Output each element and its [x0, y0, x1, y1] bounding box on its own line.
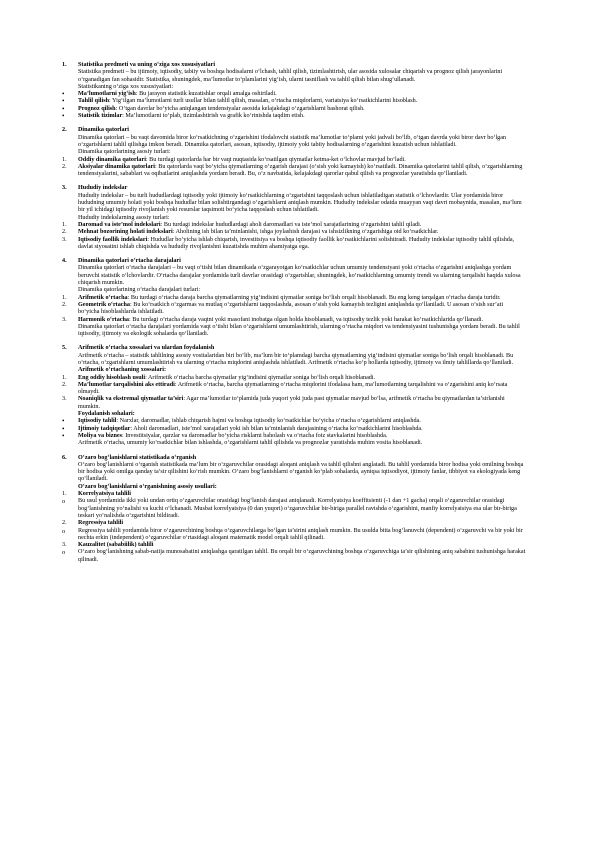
- term-description: : Hududlar bo‘yicha ishlab chiqarish, investitsiya va boshqa iqtisodiy faollik ko‘rsatkichlarini solishtiradi. Hududiy indekslar iqtisodiy tahlil qilishda, davlat siyosatini ishlab chiqishda va hududiy rivojlanishni kuzatishda muhim ahamiyatga ega.: [78, 236, 515, 250]
- list-number: 2.: [62, 229, 67, 236]
- term-description: : Bu turdagi o‘rtacha daraja vaqtni yoki masofani inobatga olgan holda hisoblanadi, va iqtisodiy tezlik yoki harakat ko‘rsatkichlarida qo‘llanadi.: [129, 316, 484, 323]
- list-number: 3.: [62, 316, 67, 323]
- circle-bullet-icon: o: [62, 527, 66, 535]
- list-number: 2.: [62, 381, 67, 388]
- list-number: 1.: [62, 294, 67, 301]
- section-title: Statistika predmeti va uning o‘ziga xos xususiyatlari: [78, 62, 216, 68]
- term-description: : Bu qatorlarda vaqt bo‘yicha qiymatlarning o‘zgarish darajasi (o‘sish yoki kamayish) ko‘rsatiladi. Dinamika qatorlarini tahlil qilish, o‘zgarishlarning tendensiyalarini, sabablari va oqibatlarini aniqlashda yordam beradi. Bu, o‘z navbatida, kelajakdagi qarorlar qabul qilish va prognozlar yaratishda qo‘llaniladi.: [78, 163, 523, 178]
- term-description: : Narxlar, daromadlar, ishlab chiqarish hajmi va boshqa iqtisodiy ko‘rsatkichlar bo‘yicha o‘rtacha o‘zgarishlarni aniqlashda.: [116, 418, 421, 425]
- list-number: 2.: [62, 301, 67, 308]
- bullet-icon: •: [62, 104, 65, 113]
- term: Eng oddiy hisoblash usuli: [78, 374, 146, 381]
- list-number: 3.: [62, 396, 67, 403]
- term: Ijtimoiy tadqiqotlar: [78, 425, 131, 432]
- term-description: : O‘tgan davrlar bo‘yicha aniqlangan tendensiyalar asosida kelajakdagi o‘zgarishlarni bashorat qilish.: [115, 105, 365, 112]
- paragraph: O‘zaro bog‘lanishlarni o‘rganish statistikada ma’lum bir o‘zgaruvchilar orasidagi aloqani aniqlash va tahlil qilishni anglatadi. Bu tahlil yordamida biror hodisa yoki omilning boshqa bir hodisa yoki omilga qanday ta’sir qilishini ko‘rish mumkin. O‘zaro bog‘lanishlarni o‘rganish ko‘plab sohalarda, ayniqsa iqtisodiyot, ijtimoiy fanlar, tibbiyot va ekologiyada keng qo‘llaniladi.: [78, 461, 524, 483]
- paragraph: Statistika predmeti – bu ijtimoiy, iqtisodiy, tabiiy va boshqa hodisalarni o‘lchash, tahlil qilish, tizimlashtirish, ular asosida xulosalar chiqarish va prognoz qilish jarayonlarini o‘rganadigan fan sohasidir. Statistika, shuningdek, ma’lumotlar to‘plamlarini yig‘ish, ularni tasniflash va tahlil qilish bilan shug‘ullanadi.: [78, 69, 503, 83]
- paragraph: Statistikaning o‘ziga xos xususiyatlari:: [78, 83, 174, 90]
- section-number: 2.: [62, 127, 67, 134]
- section-number: 4.: [62, 258, 67, 265]
- term-description: : Bu turdagi o‘rtacha daraja barcha qiymatlarning yig‘indisini qiymatlar soniga bo‘lish orqali hisoblanadi. Bu eng keng tarqalgan o‘rtacha daraja turidir.: [127, 294, 501, 301]
- section-6: [62, 455, 526, 564]
- term-description: : Ma’lumotlarni to‘plab, tizimlashtirish va grafik ko‘rinishda taqdim etish.: [122, 113, 305, 120]
- section-title: Dinamika qatorlari: [78, 127, 130, 134]
- term-description: : Bu ko‘rsatkich o‘zgarmas va mutlaq o‘zgarishlarni taqqoslashda, asosan o‘sish yoki kamayish tezligini aniqlashda qo‘llaniladi. U asosan o‘sish sur’ati bo‘yicha hisoblashlarda ishlatiladi.: [78, 301, 504, 316]
- subsection-title: Kauzalitet (sababiilik) tahlili: [78, 542, 154, 549]
- section-2: [62, 127, 526, 178]
- paragraph: Dinamika qatorlarining asosiy turlari:: [78, 149, 171, 156]
- list-number: 1.: [62, 491, 67, 498]
- term: Tahlil qilish: [78, 98, 110, 105]
- term-description: : Bu turdagi qatorlarda har bir vaqt nuqtasida ko‘rsatilgan qiymatlar ketma-ket o‘lchovlar mavjud bo‘ladi.: [145, 156, 406, 163]
- section-title: Dinamika qatorlari o‘rtacha darajalari: [78, 258, 181, 265]
- circle-bullet-icon: o: [62, 498, 66, 506]
- list-number: 3.: [62, 542, 67, 549]
- term: Mehnat bozorining holati indekslari: [78, 229, 173, 236]
- term-description: : Yig‘ilgan ma’lumotlarni turli usullar bilan tahlil qilish, masalan, o‘rtacha miqdorlarni, variatsiya ko‘rsatkichlarini hisoblash.: [109, 98, 418, 105]
- section-4: [62, 258, 526, 338]
- list-number: 1.: [62, 374, 67, 381]
- list-number: 2.: [62, 163, 67, 170]
- bullet-icon: •: [62, 424, 65, 433]
- subsection-title: Regressiya tahlili: [78, 520, 124, 527]
- paragraph: Arifmetik o‘rtacha, umumiy ko‘rsatkichlar bilan ishlashda, o‘zgarishlarni tahlil qilishda va prognozlar yaratishda muhim vosita hisoblanadi.: [78, 440, 423, 447]
- term: Daromad va iste’mol indekslari: [78, 221, 161, 228]
- section-title: Arifmetik o‘rtacha xossalari va ulardan foydalanish: [78, 345, 215, 352]
- section-number: 1.: [62, 62, 67, 68]
- paragraph: Dinamika qatorlari o‘rtacha darajalari – bu vaqt o‘tishi bilan dinamikada o‘zgarayotgan ko‘rsatkichlar uchun umumiy tendensiyani yoki o‘rtacha o‘zgarishni aniqlashga yordam beruvchi statistik o‘lchovlardir. O‘rtacha darajalar yordamida turli davrlar orasidagi o‘zgarishlar, shuningdek, ko‘rsatkichlarning umumiy trendi va ularning tarqalishi haqida xulosa chiqarish mumkin.: [78, 265, 521, 287]
- bullet-icon: •: [62, 112, 65, 121]
- bullet-icon: •: [62, 417, 65, 426]
- term-description: : Arifmetik o‘rtacha barcha qiymatlar yig‘indisini qiymatlar soniga bo‘lish orqali hisoblanadi.: [145, 374, 376, 381]
- list-number: 1.: [62, 156, 67, 163]
- term: Ma’lumotlarni yig‘ish: [78, 91, 136, 98]
- paragraph: Dinamika qatorlari o‘rtacha darajalari yordamida vaqt o‘tishi bilan o‘zgarishlarni umumlashtirish, ularning o‘rtacha miqdori va tendensiyasini tushunishga yordam beradi. Bu tahlil iqtisodiy, ijtimoiy va ekologik sohalarda qo‘llaniladi.: [78, 323, 520, 338]
- section-number: 6.: [62, 454, 67, 461]
- term: Oddiy dinamika qatorlari: [78, 156, 146, 163]
- term: Noaniqlik va ekstremal qiymatlar ta’siri: [78, 396, 184, 403]
- term-description: : Bu turdagi indekslar hududlardagi aholi daromadlari va iste’mol xarajatlarining o‘zgarishini tahlil qiladi.: [160, 221, 422, 228]
- list-number: 2.: [62, 520, 67, 527]
- term: Harmonik o‘rtacha: [78, 316, 129, 323]
- section-3: [62, 185, 526, 251]
- section-number: 5.: [62, 345, 67, 352]
- paragraph: Hududiy indekslar – bu turli hududlardagi iqtisodiy yoki ijtimoiy ko‘rsatkichlarning o‘zgarishini taqqoslash uchun ishlatiladigan statistik o‘lchovlardir. Ular yordamida biror hududning umumiy holati yoki boshqa hududlar bilan solishtirgandagi o‘zgarishlarni aniqlash mumkin. Hududiy indekslar odatda muayyan vaqt davri mobaynida, masalan, ma’lum bir yil ichidagi iqtisodiy rivojlanish yoki resurslar taqsimoti bo‘yicha taqqoslash uchun ishlatiladi.: [78, 192, 522, 214]
- bullet-icon: •: [62, 90, 65, 99]
- paragraph: Bu usul yordamida ikki yoki undan ortiq o‘zgaruvchilar orasidagi bog‘lanish darajasi aniqlanadi. Korrelyatsiya koeffitsienti (-1 dan +1 gacha) orqali o‘zgaruvchilar orasidagi bog‘lanishning yo‘nalishi va kuchi o‘lchanadi. Musbat korrelyatsiya (0 dan yuqori) o‘zgaruvchilar bir-biriga parallel ravishda o‘zgarishini, manfiy korrelyatsiya esa ular bir-biriga teskari yo‘nalishda o‘zgarishini bildiradi.: [78, 498, 517, 519]
- paragraph: Dinamika qatorlarining o‘rtacha darajalari turlari:: [78, 287, 201, 294]
- term-description: : Aholining ish bilan ta’minlanishi, ishga joylashish darajasi va ishsizlikning o‘zgarishiga oid ko‘rsatkichlar.: [172, 229, 439, 236]
- term-description: : Investitsiyalar, qarzlar va daromadlar bo‘yicha risklarni baholash va o‘rtacha foiz stavkalarini hisoblashda.: [122, 432, 388, 439]
- term-description: : Bu jarayon statistik kuzatishlar orqali amalga oshiriladi.: [135, 91, 277, 98]
- bullet-icon: •: [62, 431, 65, 440]
- term: Iqtisodiy faollik indekslari: [78, 236, 148, 243]
- term: Arifmetik o‘rtacha: [78, 294, 128, 301]
- paragraph: Arifmetik o‘rtacha – statistik tahlilning asosiy vositalaridan biri bo‘lib, ma’lum bir to‘plamdagi barcha qiymatlarning yig‘indisini qiymatlar soniga bo‘lish orqali hisoblanadi. Bu o‘rtacha, o‘zgarishlarni umumlashtirish va ularning o‘rtacha miqdorini aniqlashda ishlatiladi. Arifmetik o‘rtacha ko‘p hollarda iqtisodiy, ijtimoiy va ilmiy tahlillarda qo‘llaniladi.: [78, 352, 514, 366]
- term: Aksiyalar dinamika qatorlari: [78, 163, 155, 170]
- section-title: Hududiy indekslar: [78, 185, 128, 192]
- subheading: Arifmetik o‘rtachaning xossalari:: [78, 367, 167, 374]
- term: Statistik tizimlar: [78, 113, 123, 120]
- subsection-title: Korrelyatsiya tahlili: [78, 491, 131, 498]
- paragraph: O‘zaro bog‘lanishning sabab-natija munosabatini aniqlashga qaratilgan tahlil. Bu orqali bir o‘zgaruvchining boshqa o‘zgaruvchiga ta’sir qilishining aniq sababini tushunishga harakat qilinadi.: [78, 549, 526, 563]
- section-5: [62, 345, 526, 447]
- term-description: : Agar ma’lumotlar to‘plamida juda yuqori yoki juda past qiymatlar mavjud bo‘lsa, arifmetik o‘rtacha bu qiymatlardan ta’sirlanishi mumkin.: [78, 396, 505, 410]
- paragraph: Hududiy indekslarning asosiy turlari:: [78, 214, 170, 221]
- term: Iqtisodiy tahlil: [78, 418, 117, 425]
- subheading: Foydalanish sohalari:: [78, 411, 135, 418]
- term: Moliya va biznes: [78, 432, 123, 439]
- section-1: [62, 62, 526, 120]
- list-number: 1.: [62, 221, 67, 228]
- list-number: 3.: [62, 236, 67, 243]
- circle-bullet-icon: o: [62, 549, 66, 557]
- paragraph: Regressiya tahlili yordamida biror o‘zgaruvchining boshqa o‘zgaruvchilarga bo‘lgan ta’sirini aniqlash mumkin. Bu usulda bitta bog‘lanuvchi (dependent) o‘zgaruvchi va bir yoki bir nechta erkin (independent) o‘zgaruvchilar o‘rtasidagi aloqani matematik model orqali tahlil qilinadi.: [78, 527, 523, 541]
- term-description: : Aholi daromadlari, iste’mol xarajatlari yoki ish bilan ta’minlanish darajasining o‘rtacha ko‘rsatkichlarini hisoblashda.: [130, 425, 423, 432]
- subheading: O‘zaro bog‘lanishlarni o‘rganishning asosiy usullari:: [78, 483, 217, 490]
- term-description: : Arifmetik o‘rtacha, barcha qiymatlarning o‘rtacha miqdorini ifodalasa ham, ma’lumotlarning tarqalishini va o‘zgarishini aniq ko‘rsata olmaydi.: [78, 381, 508, 396]
- section-title: O‘zaro bog‘lanishlarni statistikada o‘rganish: [78, 454, 197, 461]
- section-number: 3.: [62, 185, 67, 192]
- term: Prognoz qilish: [78, 105, 116, 112]
- bullet-icon: •: [62, 97, 65, 106]
- term: Geometrik o‘rtacha: [78, 301, 131, 308]
- term: Ma’lumotlar tarqalishini aks ettiradi: [78, 381, 175, 388]
- paragraph: Dinamika qatorlari – bu vaqt davomida biror ko‘rsatkichning o‘zgarishini ifodalovchi statistik ma’lumotlar to‘plami yoki jadvali bo‘lib, o‘tgan davrda yoki biror davr bo‘lgan o‘zgarishlarni tahlil qilishga imkon beradi. Dinamika qatorlari, asosan, iqtisodiy, ijtimoiy yoki tabiiy hodisalarning o‘zgarishini kuzatish uchun ishlatiladi.: [78, 134, 507, 148]
